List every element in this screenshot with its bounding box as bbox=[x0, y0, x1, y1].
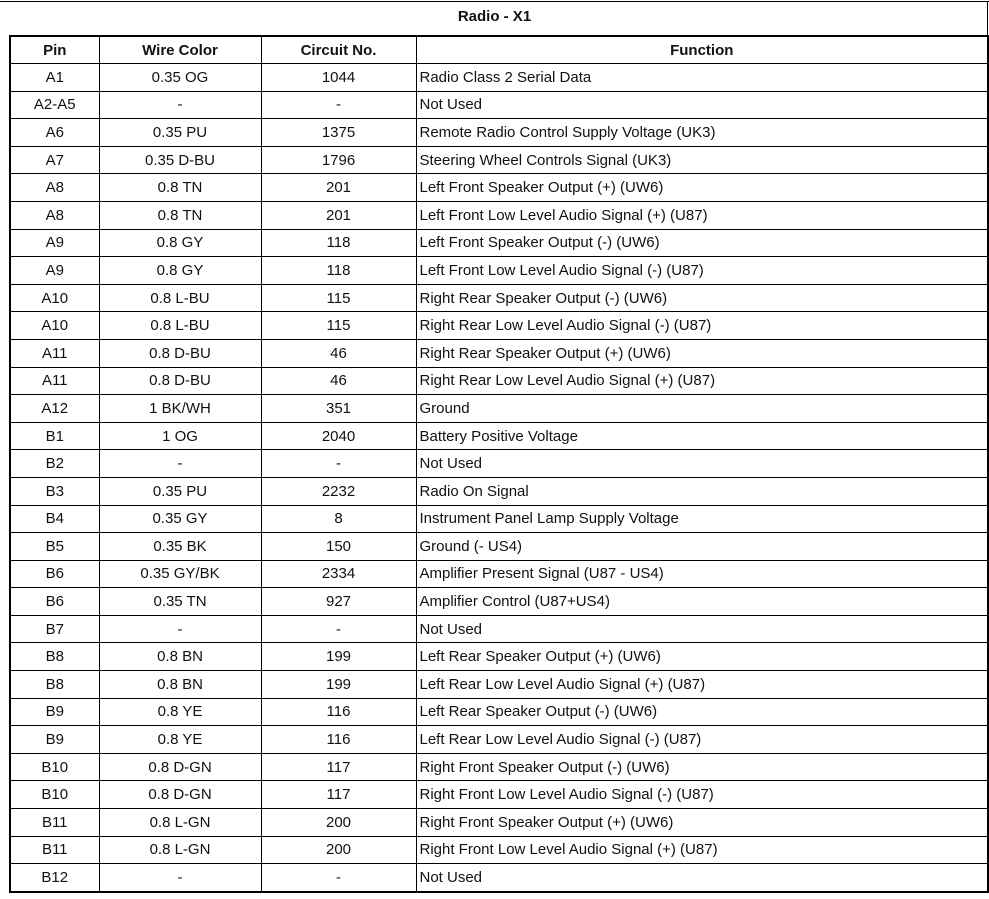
table-row bbox=[10, 450, 988, 478]
cell-wire-color: 0.8 D-GN bbox=[99, 753, 261, 781]
cell-circuit-no: 1375 bbox=[261, 119, 416, 147]
cell-wire-color: 0.8 TN bbox=[99, 201, 261, 229]
cell-function: Left Rear Low Level Audio Signal (-) (U87) bbox=[416, 726, 988, 754]
table-body bbox=[10, 64, 988, 892]
cell-pin: B11 bbox=[10, 809, 99, 837]
cell-function: Left Rear Speaker Output (-) (UW6) bbox=[416, 698, 988, 726]
cell-circuit-no: 1796 bbox=[261, 146, 416, 174]
cell-wire-color: 0.8 D-BU bbox=[99, 339, 261, 367]
cell-circuit-no: 150 bbox=[261, 533, 416, 561]
table-row bbox=[10, 339, 988, 367]
cell-wire-color: 0.8 YE bbox=[99, 698, 261, 726]
cell-circuit-no: 8 bbox=[261, 505, 416, 533]
table-row bbox=[10, 781, 988, 809]
cell-pin: B5 bbox=[10, 533, 99, 561]
cell-circuit-no: 118 bbox=[261, 229, 416, 257]
cell-function: Right Front Speaker Output (-) (UW6) bbox=[416, 753, 988, 781]
table-row bbox=[10, 477, 988, 505]
cell-wire-color: 0.35 GY/BK bbox=[99, 560, 261, 588]
header-row bbox=[10, 36, 988, 64]
cell-function: Not Used bbox=[416, 615, 988, 643]
cell-function: Ground bbox=[416, 395, 988, 423]
cell-pin: A6 bbox=[10, 119, 99, 147]
cell-function: Right Rear Low Level Audio Signal (-) (U87) bbox=[416, 312, 988, 340]
cell-function: Right Rear Speaker Output (-) (UW6) bbox=[416, 284, 988, 312]
cell-circuit-no: 118 bbox=[261, 257, 416, 285]
cell-function: Right Front Low Level Audio Signal (-) (U87) bbox=[416, 781, 988, 809]
cell-circuit-no: 117 bbox=[261, 781, 416, 809]
cell-circuit-no: 46 bbox=[261, 339, 416, 367]
cell-pin: B10 bbox=[10, 781, 99, 809]
cell-circuit-no: 115 bbox=[261, 312, 416, 340]
cell-pin: A8 bbox=[10, 174, 99, 202]
cell-wire-color: 0.8 TN bbox=[99, 174, 261, 202]
connector-title: Radio - X1 bbox=[457, 8, 532, 25]
cell-function: Amplifier Control (U87+US4) bbox=[416, 588, 988, 616]
table-row bbox=[10, 91, 988, 119]
pinout-table bbox=[9, 35, 989, 893]
cell-pin: B7 bbox=[10, 615, 99, 643]
cell-circuit-no: 1044 bbox=[261, 64, 416, 92]
table-row bbox=[10, 312, 988, 340]
cell-pin: A10 bbox=[10, 284, 99, 312]
table-row bbox=[10, 643, 988, 671]
cell-function: Right Rear Low Level Audio Signal (+) (U87) bbox=[416, 367, 988, 395]
cell-circuit-no: 200 bbox=[261, 836, 416, 864]
cell-pin: B4 bbox=[10, 505, 99, 533]
cell-pin: B3 bbox=[10, 477, 99, 505]
cell-function: Left Rear Speaker Output (+) (UW6) bbox=[416, 643, 988, 671]
cell-function: Not Used bbox=[416, 864, 988, 892]
cell-circuit-no: 2232 bbox=[261, 477, 416, 505]
cell-circuit-no: 2334 bbox=[261, 560, 416, 588]
cell-wire-color: 0.8 D-BU bbox=[99, 367, 261, 395]
cell-function: Right Rear Speaker Output (+) (UW6) bbox=[416, 339, 988, 367]
cell-pin: B2 bbox=[10, 450, 99, 478]
table-row bbox=[10, 560, 988, 588]
cell-function: Left Front Low Level Audio Signal (-) (U87) bbox=[416, 257, 988, 285]
header-pin: Pin bbox=[10, 36, 99, 64]
cell-function: Steering Wheel Controls Signal (UK3) bbox=[416, 146, 988, 174]
table-row bbox=[10, 726, 988, 754]
cell-pin: A8 bbox=[10, 201, 99, 229]
cell-wire-color: 0.35 OG bbox=[99, 64, 261, 92]
cell-pin: A9 bbox=[10, 257, 99, 285]
cell-wire-color: 0.8 GY bbox=[99, 229, 261, 257]
cell-pin: B10 bbox=[10, 753, 99, 781]
header-wire-color: Wire Color bbox=[99, 36, 261, 64]
cell-circuit-no: - bbox=[261, 615, 416, 643]
cell-wire-color: 0.8 L-BU bbox=[99, 312, 261, 340]
table-row bbox=[10, 864, 988, 892]
cell-function: Left Rear Low Level Audio Signal (+) (U87) bbox=[416, 671, 988, 699]
cell-wire-color: 1 BK/WH bbox=[99, 395, 261, 423]
table-row bbox=[10, 64, 988, 92]
table-row bbox=[10, 505, 988, 533]
cell-wire-color: 0.35 TN bbox=[99, 588, 261, 616]
cell-circuit-no: - bbox=[261, 91, 416, 119]
header-circuit-no: Circuit No. bbox=[261, 36, 416, 64]
table-row bbox=[10, 671, 988, 699]
cell-circuit-no: 46 bbox=[261, 367, 416, 395]
cell-wire-color: - bbox=[99, 615, 261, 643]
cell-circuit-no: 200 bbox=[261, 809, 416, 837]
table-row bbox=[10, 698, 988, 726]
cell-function: Radio On Signal bbox=[416, 477, 988, 505]
cell-wire-color: 0.8 BN bbox=[99, 671, 261, 699]
cell-function: Amplifier Present Signal (U87 - US4) bbox=[416, 560, 988, 588]
cell-function: Left Front Speaker Output (-) (UW6) bbox=[416, 229, 988, 257]
cell-function: Not Used bbox=[416, 91, 988, 119]
cell-circuit-no: 201 bbox=[261, 174, 416, 202]
table-row bbox=[10, 615, 988, 643]
cell-wire-color: 0.35 GY bbox=[99, 505, 261, 533]
cell-circuit-no: 116 bbox=[261, 698, 416, 726]
cell-pin: A9 bbox=[10, 229, 99, 257]
top-rule bbox=[0, 1, 989, 2]
table-row bbox=[10, 809, 988, 837]
cell-pin: B12 bbox=[10, 864, 99, 892]
cell-function: Left Front Speaker Output (+) (UW6) bbox=[416, 174, 988, 202]
cell-pin: B9 bbox=[10, 726, 99, 754]
cell-pin: B11 bbox=[10, 836, 99, 864]
table-row bbox=[10, 119, 988, 147]
cell-wire-color: 0.8 L-GN bbox=[99, 809, 261, 837]
table-row bbox=[10, 229, 988, 257]
table-row bbox=[10, 836, 988, 864]
table-row bbox=[10, 201, 988, 229]
header-function: Function bbox=[416, 36, 988, 64]
cell-pin: A12 bbox=[10, 395, 99, 423]
cell-function: Radio Class 2 Serial Data bbox=[416, 64, 988, 92]
table-row bbox=[10, 422, 988, 450]
cell-wire-color: - bbox=[99, 864, 261, 892]
cell-function: Instrument Panel Lamp Supply Voltage bbox=[416, 505, 988, 533]
cell-function: Left Front Low Level Audio Signal (+) (U87) bbox=[416, 201, 988, 229]
table-row bbox=[10, 753, 988, 781]
table-row bbox=[10, 588, 988, 616]
table-row bbox=[10, 367, 988, 395]
cell-circuit-no: 927 bbox=[261, 588, 416, 616]
table-row bbox=[10, 257, 988, 285]
cell-function: Remote Radio Control Supply Voltage (UK3) bbox=[416, 119, 988, 147]
cell-wire-color: - bbox=[99, 450, 261, 478]
cell-wire-color: 0.35 D-BU bbox=[99, 146, 261, 174]
cell-function: Battery Positive Voltage bbox=[416, 422, 988, 450]
cell-circuit-no: 115 bbox=[261, 284, 416, 312]
cell-circuit-no: 117 bbox=[261, 753, 416, 781]
cell-pin: A11 bbox=[10, 339, 99, 367]
cell-circuit-no: 351 bbox=[261, 395, 416, 423]
cell-circuit-no: - bbox=[261, 450, 416, 478]
cell-function: Right Front Speaker Output (+) (UW6) bbox=[416, 809, 988, 837]
cell-wire-color: 0.35 BK bbox=[99, 533, 261, 561]
table-row bbox=[10, 146, 988, 174]
cell-pin: A2-A5 bbox=[10, 91, 99, 119]
cell-pin: A7 bbox=[10, 146, 99, 174]
cell-wire-color: 0.8 D-GN bbox=[99, 781, 261, 809]
cell-pin: B6 bbox=[10, 560, 99, 588]
cell-circuit-no: 201 bbox=[261, 201, 416, 229]
cell-wire-color: 0.8 L-GN bbox=[99, 836, 261, 864]
cell-pin: B8 bbox=[10, 643, 99, 671]
cell-pin: B6 bbox=[10, 588, 99, 616]
table-row bbox=[10, 533, 988, 561]
cell-pin: A11 bbox=[10, 367, 99, 395]
cell-circuit-no: 116 bbox=[261, 726, 416, 754]
cell-circuit-no: 199 bbox=[261, 643, 416, 671]
cell-circuit-no: 2040 bbox=[261, 422, 416, 450]
cell-wire-color: - bbox=[99, 91, 261, 119]
cell-wire-color: 1 OG bbox=[99, 422, 261, 450]
cell-wire-color: 0.35 PU bbox=[99, 477, 261, 505]
cell-wire-color: 0.8 BN bbox=[99, 643, 261, 671]
table-row bbox=[10, 395, 988, 423]
cell-pin: A10 bbox=[10, 312, 99, 340]
cell-function: Ground (- US4) bbox=[416, 533, 988, 561]
cell-pin: B9 bbox=[10, 698, 99, 726]
cell-wire-color: 0.8 GY bbox=[99, 257, 261, 285]
cell-pin: B8 bbox=[10, 671, 99, 699]
cell-wire-color: 0.8 YE bbox=[99, 726, 261, 754]
cell-circuit-no: - bbox=[261, 864, 416, 892]
cell-function: Not Used bbox=[416, 450, 988, 478]
table-row bbox=[10, 174, 988, 202]
cell-pin: A1 bbox=[10, 64, 99, 92]
cell-circuit-no: 199 bbox=[261, 671, 416, 699]
cell-function: Right Front Low Level Audio Signal (+) (U87) bbox=[416, 836, 988, 864]
cell-pin: B1 bbox=[10, 422, 99, 450]
table-row bbox=[10, 284, 988, 312]
cell-wire-color: 0.8 L-BU bbox=[99, 284, 261, 312]
cell-wire-color: 0.35 PU bbox=[99, 119, 261, 147]
